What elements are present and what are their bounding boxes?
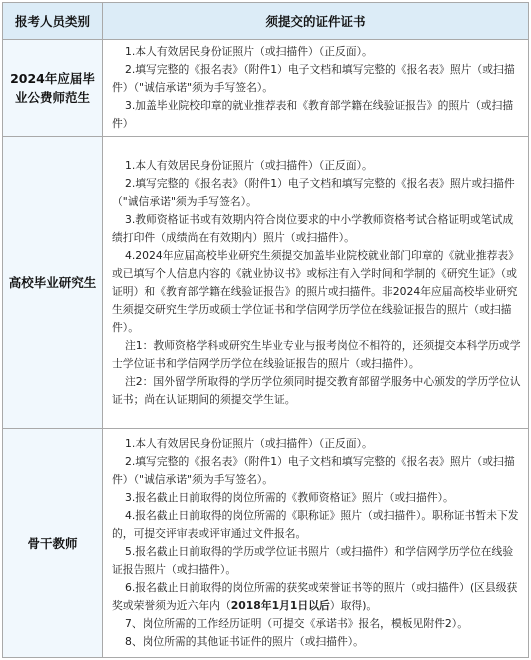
requirement-item: 4.2024年应届高校毕业研究生须提交加盖毕业院校就业部门印章的《就业推荐表》或已填写个人信息内容的《就业协议书》或标注有入学时间和学制的《研究生证》（或证明）和《教育部学籍在线验证报告》的照片或扫描件。非2024年应届高校毕业研究生须提交研究生学历或硕士学位证书和学信网学历学位在线验证报告的照片（或扫描件）。 <box>112 248 520 334</box>
requirement-item: 7、岗位所需的工作经历证明（可提交《承诺书》报名，模板见附件2）。 <box>124 617 468 630</box>
requirement-item: 3.教师资格证书或有效期内符合岗位要求的中小学教师资格考试合格证明或笔试成绩打印件（成绩尚在有效期内）照片（或扫描件）。 <box>112 212 514 244</box>
category-cell: 骨干教师 <box>3 429 103 658</box>
requirement-item: 2.填写完整的《报名表》（附件1）电子文档和填写完整的《报名表》照片（或扫描件）（"诚信承诺"须为手写签名）。 <box>112 63 515 94</box>
category-cell: 2024年应届毕业公费师范生 <box>3 40 103 137</box>
emphasized-date: 2018年1月1日以后 <box>230 599 330 612</box>
note-item: 注2：国外留学所取得的学历学位须同时提交教育部留学服务中心颁发的学历学位认证书；尚在认证期间的须提交学生证。 <box>112 374 521 406</box>
requirement-item: 1.本人有效居民身份证照片（或扫描件）（正反面）。 <box>124 158 373 172</box>
header-certificates: 须提交的证件证书 <box>103 3 529 40</box>
requirements-cell <box>103 40 529 137</box>
requirements-cell <box>103 429 529 658</box>
table-row <box>3 40 529 137</box>
requirement-item: 6.报名截止日前取得的岗位所需的获奖或荣誉证书等的照片（或扫描件）(区县级获奖或荣誉须为近六年内（2018年1月1日以后）取得)。 <box>112 581 518 612</box>
table-row <box>3 429 529 658</box>
header-category: 报考人员类别 <box>3 3 103 40</box>
table-header-row <box>3 3 529 40</box>
requirements-cell <box>103 137 529 429</box>
requirement-item: 1.本人有效居民身份证照片（或扫描件）（正反面）。 <box>124 45 373 58</box>
category-cell: 高校毕业研究生 <box>3 137 103 429</box>
note-item: 注1：教师资格学科或研究生毕业专业与报考岗位不相符的，还须提交本科学历或学士学位证书和学信网学历学位在线验证报告的照片（或扫描件）。 <box>112 338 521 370</box>
requirement-item: 1.本人有效居民身份证照片（或扫描件）（正反面）。 <box>124 437 373 450</box>
requirement-item: 5.报名截止日前取得的学历或学位证书照片（或扫描件）和学信网学历学位在线验证报告照片（或扫描件）。 <box>112 545 514 576</box>
requirement-item: 2.填写完整的《报名表》（附件1）电子文档和填写完整的《报名表》照片或扫描件（"诚信承诺"须为手写签名）。 <box>112 176 515 208</box>
requirement-item: 3.加盖毕业院校印章的就业推荐表和《教育部学籍在线验证报告》的照片（或扫描件） <box>112 99 514 130</box>
requirement-item: 4.报名截止日前取得的岗位所需的《职称证》照片（或扫描件）。职称证书暂未下发的，可提交评审表或评审通过文件报名。 <box>112 509 519 540</box>
requirement-item: 3.报名截止日前取得的岗位所需的《教师资格证》照片（或扫描件）。 <box>124 491 454 504</box>
certificate-requirements-table <box>2 2 529 658</box>
table-row <box>3 137 529 429</box>
requirement-item: 2.填写完整的《报名表》（附件1）电子文档和填写完整的《报名表》照片（或扫描件）（"诚信承诺"须为手写签名）。 <box>112 455 515 486</box>
requirement-item: 8、岗位所需的其他证书证件的照片（或扫描件）。 <box>124 635 364 648</box>
